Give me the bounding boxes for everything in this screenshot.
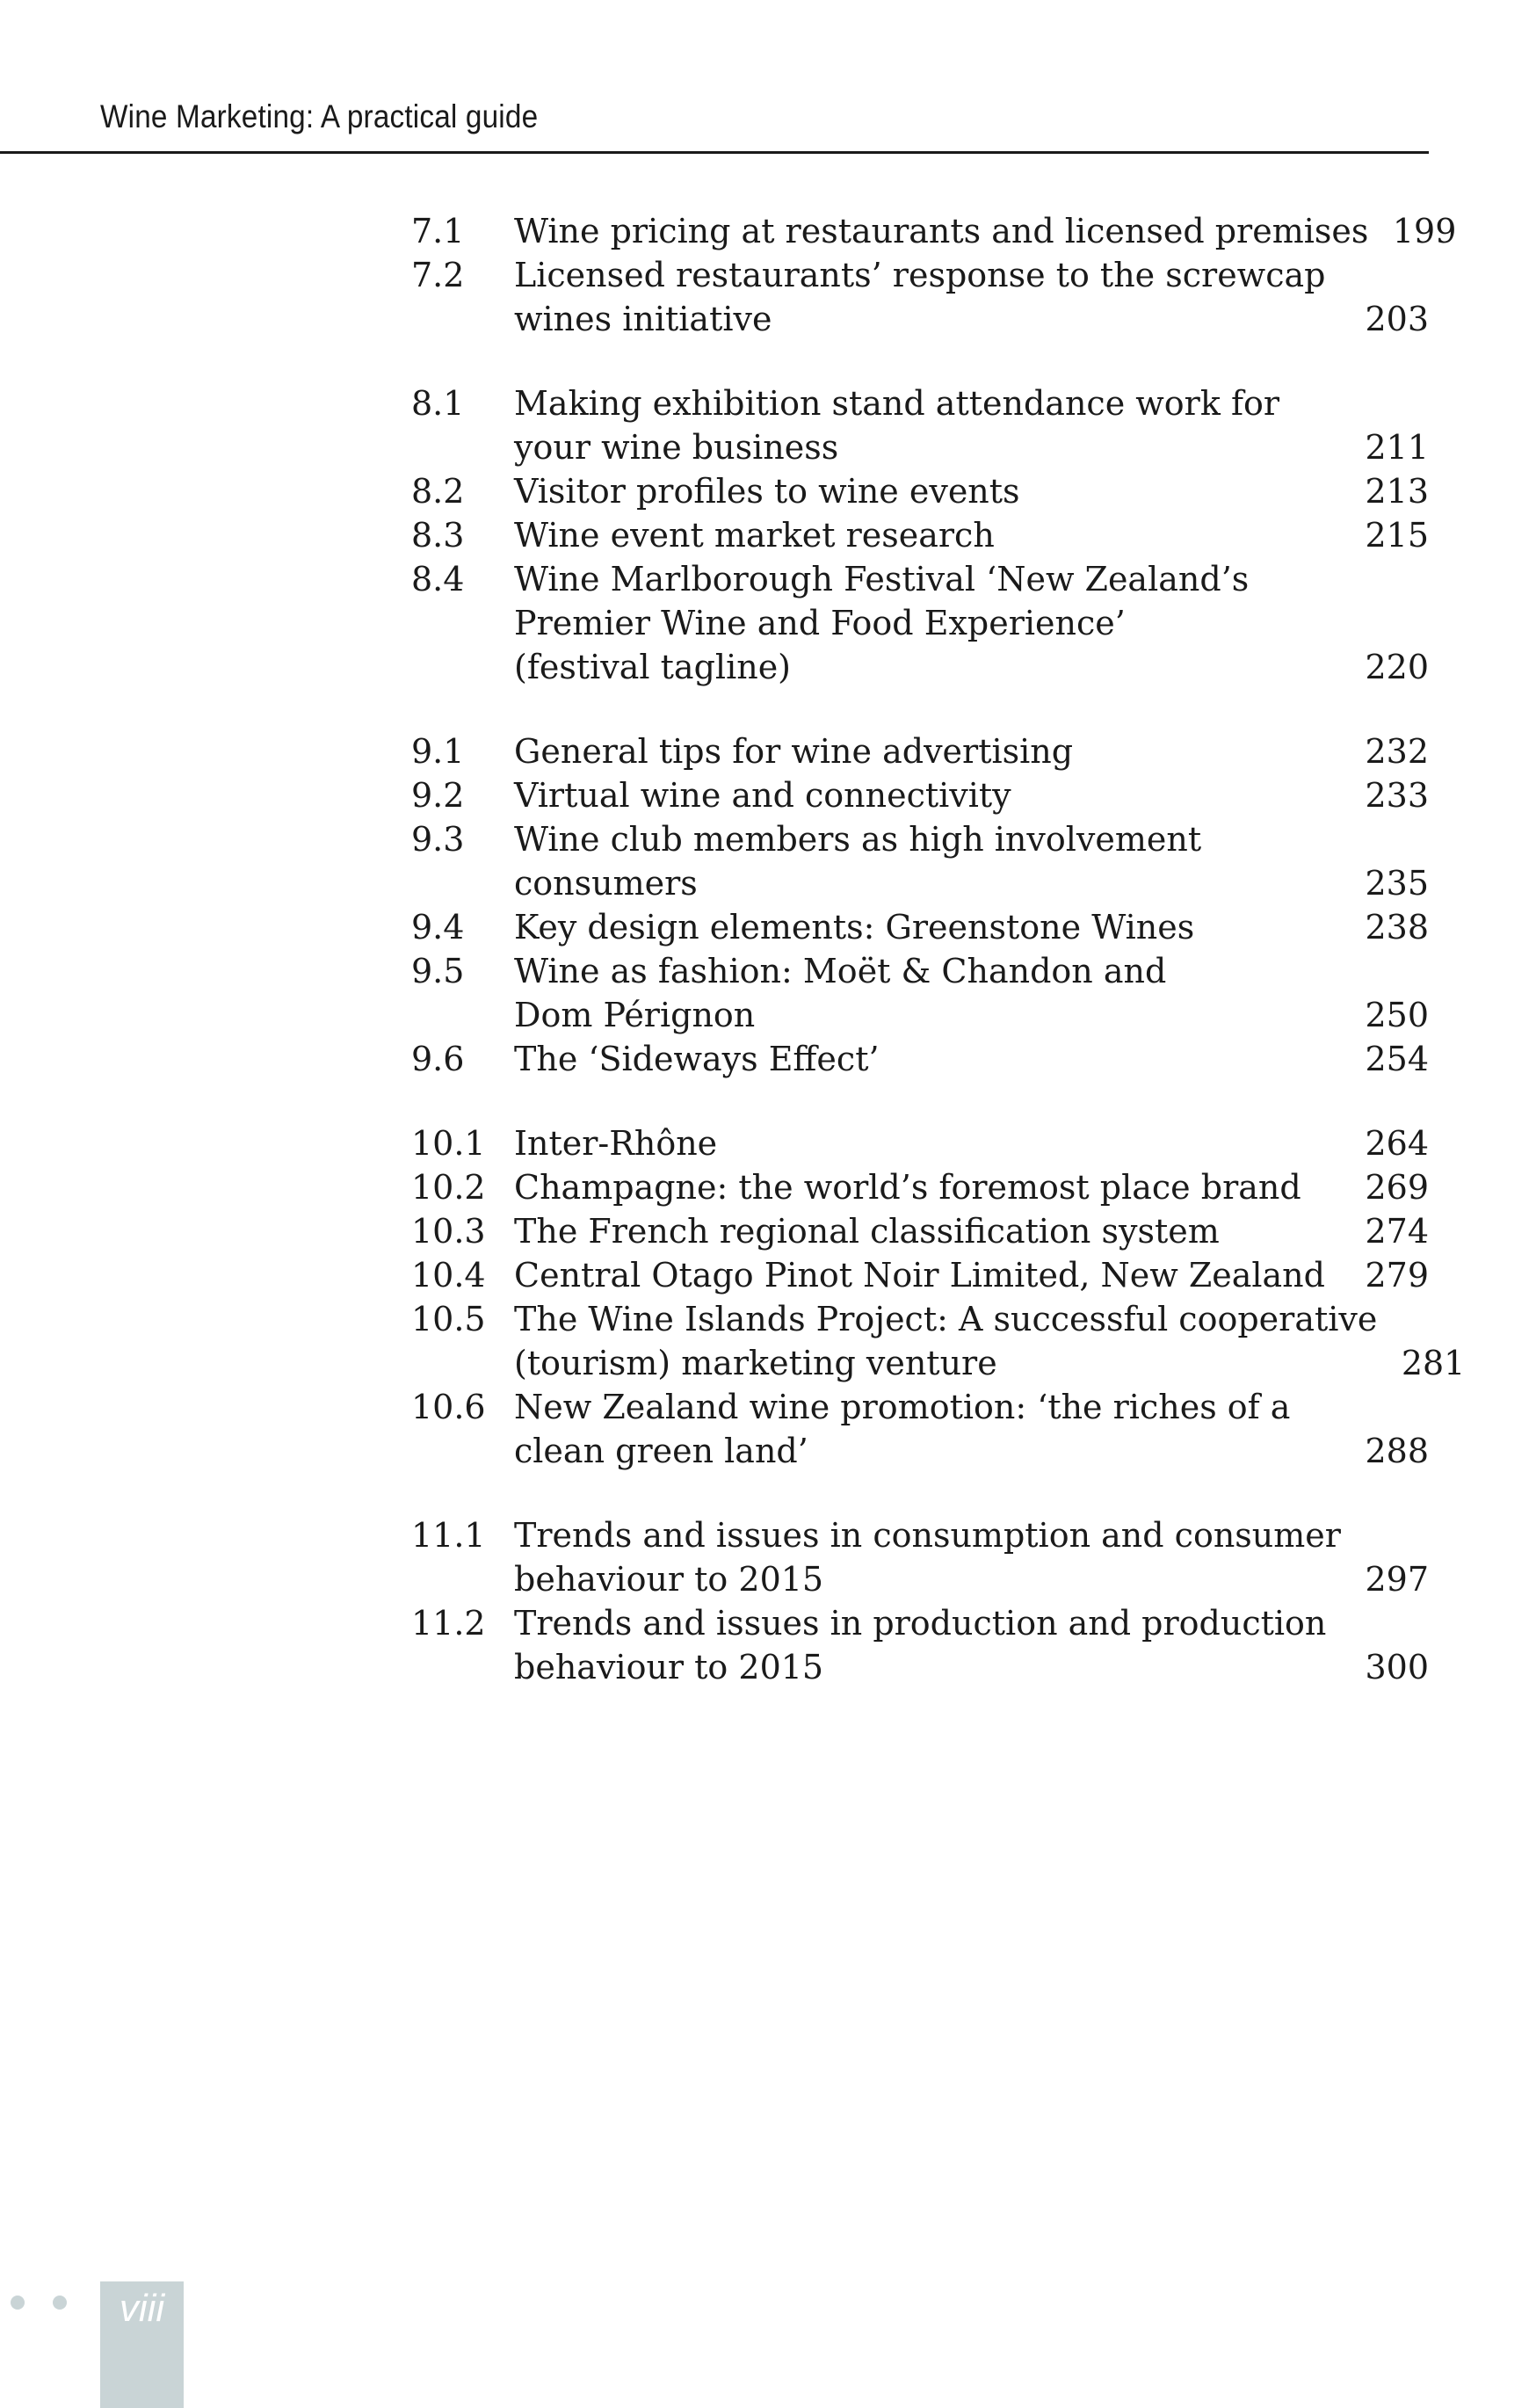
entry-page-number: 232 <box>1365 732 1429 771</box>
entry-number: 9.6 <box>411 1040 465 1078</box>
entry-number: 9.4 <box>411 908 465 947</box>
entry-page-number: 235 <box>1365 864 1429 903</box>
entry-page-number: 297 <box>1365 1560 1429 1599</box>
entry-number: 8.1 <box>411 384 465 423</box>
entry-number: 8.2 <box>411 472 465 511</box>
entry-title-line: (tourism) marketing venture <box>514 1344 997 1382</box>
toc-entry <box>411 1385 1429 1473</box>
entry-title-line: The Wine Islands Project: A successful cooperative <box>514 1300 1378 1338</box>
toc-entry <box>411 1165 1429 1209</box>
toc-entry <box>411 1601 1429 1689</box>
entry-number: 9.3 <box>411 820 465 859</box>
entry-title-line: your wine business <box>514 428 839 467</box>
entry-page-number: 254 <box>1365 1040 1429 1078</box>
entry-page-number: 211 <box>1365 428 1429 467</box>
entry-title-line: Licensed restaurants’ response to the screwcap <box>514 256 1326 294</box>
folio-tab <box>100 2281 184 2408</box>
toc-entry <box>411 469 1429 513</box>
toc-entry <box>411 773 1429 817</box>
toc-entry <box>411 905 1429 949</box>
entry-title <box>514 1121 1341 1165</box>
entry-title-line: Trends and issues in consumption and consumer <box>514 1516 1341 1555</box>
entry-title-line: Inter-Rhône <box>514 1124 718 1163</box>
entry-title-line: Wine as fashion: Moët & Chandon and <box>514 952 1167 990</box>
table-of-contents <box>411 209 1466 1730</box>
entry-title-line: Virtual wine and connectivity <box>514 776 1011 815</box>
entry-page-number: 238 <box>1365 908 1429 947</box>
toc-entry <box>411 1037 1429 1081</box>
entry-title <box>514 469 1341 513</box>
entry-page-number: 288 <box>1365 1432 1429 1470</box>
entry-page-number: 281 <box>1401 1344 1466 1382</box>
entry-title <box>514 949 1341 1037</box>
entry-title <box>514 1253 1341 1297</box>
entry-title-line: New Zealand wine promotion: ‘the riches of a <box>514 1388 1291 1426</box>
entry-page-number: 279 <box>1365 1256 1429 1295</box>
toc-entry <box>411 1513 1429 1601</box>
toc-entry <box>411 209 1457 253</box>
header-rule <box>0 151 1429 154</box>
entry-title <box>514 1165 1341 1209</box>
toc-entry <box>411 557 1429 689</box>
toc-entry <box>411 1121 1429 1165</box>
toc-entry <box>411 949 1429 1037</box>
toc-group <box>411 381 1429 689</box>
entry-title <box>514 381 1341 469</box>
entry-title-line: Wine pricing at restaurants and licensed premises <box>514 212 1369 250</box>
entry-number: 9.5 <box>411 952 465 990</box>
entry-title-line: Visitor profiles to wine events <box>514 472 1020 511</box>
entry-title <box>514 1209 1341 1253</box>
entry-number: 9.2 <box>411 776 465 815</box>
entry-title-line: Wine club members as high involvement <box>514 820 1202 859</box>
entry-page-number: 213 <box>1365 472 1429 511</box>
entry-title-line: Central Otago Pinot Noir Limited, New Zealand <box>514 1256 1325 1295</box>
entry-title <box>514 773 1341 817</box>
entry-number: 11.1 <box>411 1516 486 1555</box>
toc-group <box>411 729 1429 1081</box>
entry-page-number: 269 <box>1365 1168 1429 1207</box>
entry-title-line: behaviour to 2015 <box>514 1648 824 1686</box>
entry-title-line: Champagne: the world’s foremost place brand <box>514 1168 1301 1207</box>
toc-group <box>411 209 1457 341</box>
entry-number: 8.3 <box>411 516 465 555</box>
entry-number: 10.5 <box>411 1300 486 1338</box>
entry-number: 10.4 <box>411 1256 486 1295</box>
entry-number: 10.1 <box>411 1124 486 1163</box>
toc-entry <box>411 1209 1429 1253</box>
entry-title-line: The French regional classification system <box>514 1212 1220 1251</box>
entry-title <box>514 513 1341 557</box>
page-number: viii <box>119 2287 165 2330</box>
entry-number: 9.1 <box>411 732 465 771</box>
entry-title-line: clean green land’ <box>514 1432 808 1470</box>
toc-entry <box>411 1253 1429 1297</box>
entry-title <box>514 557 1341 689</box>
entry-page-number: 220 <box>1365 648 1429 686</box>
toc-entry <box>411 817 1429 905</box>
entry-title-line: Wine Marlborough Festival ‘New Zealand’s <box>514 560 1250 598</box>
entry-title-line: Dom Pérignon <box>514 996 756 1034</box>
entry-page-number: 300 <box>1365 1648 1429 1686</box>
entry-title <box>514 1297 1377 1385</box>
entry-title <box>514 1513 1341 1601</box>
entry-title-line: behaviour to 2015 <box>514 1560 824 1599</box>
entry-title <box>514 817 1341 905</box>
entry-title <box>514 1037 1341 1081</box>
entry-page-number: 264 <box>1365 1124 1429 1163</box>
entry-title-line: Wine event market research <box>514 516 995 555</box>
entry-title <box>514 253 1341 341</box>
entry-title-line: wines initiative <box>514 300 772 338</box>
dot-icon <box>53 2296 67 2310</box>
toc-entry <box>411 1297 1466 1385</box>
entry-page-number: 199 <box>1392 212 1457 250</box>
decorative-dots <box>11 2296 67 2310</box>
entry-page-number: 250 <box>1365 996 1429 1034</box>
running-head-title: Wine Marketing: A practical guide <box>100 98 539 134</box>
entry-title-line: Trends and issues in production and production <box>514 1604 1327 1643</box>
entry-number: 8.4 <box>411 560 465 598</box>
toc-entry <box>411 253 1429 341</box>
entry-title-line: Key design elements: Greenstone Wines <box>514 908 1195 947</box>
entry-number: 10.6 <box>411 1388 486 1426</box>
toc-entry <box>411 381 1429 469</box>
entry-page-number: 203 <box>1365 300 1429 338</box>
entry-title <box>514 1601 1341 1689</box>
toc-entry <box>411 513 1429 557</box>
entry-page-number: 274 <box>1365 1212 1429 1251</box>
entry-number: 7.1 <box>411 212 465 250</box>
entry-title-line: General tips for wine advertising <box>514 732 1074 771</box>
entry-page-number: 233 <box>1365 776 1429 815</box>
toc-group <box>411 1513 1429 1689</box>
toc-group <box>411 1121 1466 1473</box>
entry-number: 10.2 <box>411 1168 486 1207</box>
entry-title <box>514 209 1368 253</box>
entry-title-line: (festival tagline) <box>514 648 792 686</box>
entry-title <box>514 1385 1341 1473</box>
entry-title-line: Making exhibition stand attendance work for <box>514 384 1280 423</box>
dot-icon <box>11 2296 25 2310</box>
entry-number: 10.3 <box>411 1212 486 1251</box>
entry-title <box>514 729 1341 773</box>
entry-title-line: Premier Wine and Food Experience’ <box>514 604 1126 642</box>
entry-number: 7.2 <box>411 256 465 294</box>
entry-title-line: consumers <box>514 864 698 903</box>
toc-entry <box>411 729 1429 773</box>
entry-title <box>514 905 1341 949</box>
entry-title-line: The ‘Sideways Effect’ <box>514 1040 880 1078</box>
entry-page-number: 215 <box>1365 516 1429 555</box>
entry-number: 11.2 <box>411 1604 486 1643</box>
